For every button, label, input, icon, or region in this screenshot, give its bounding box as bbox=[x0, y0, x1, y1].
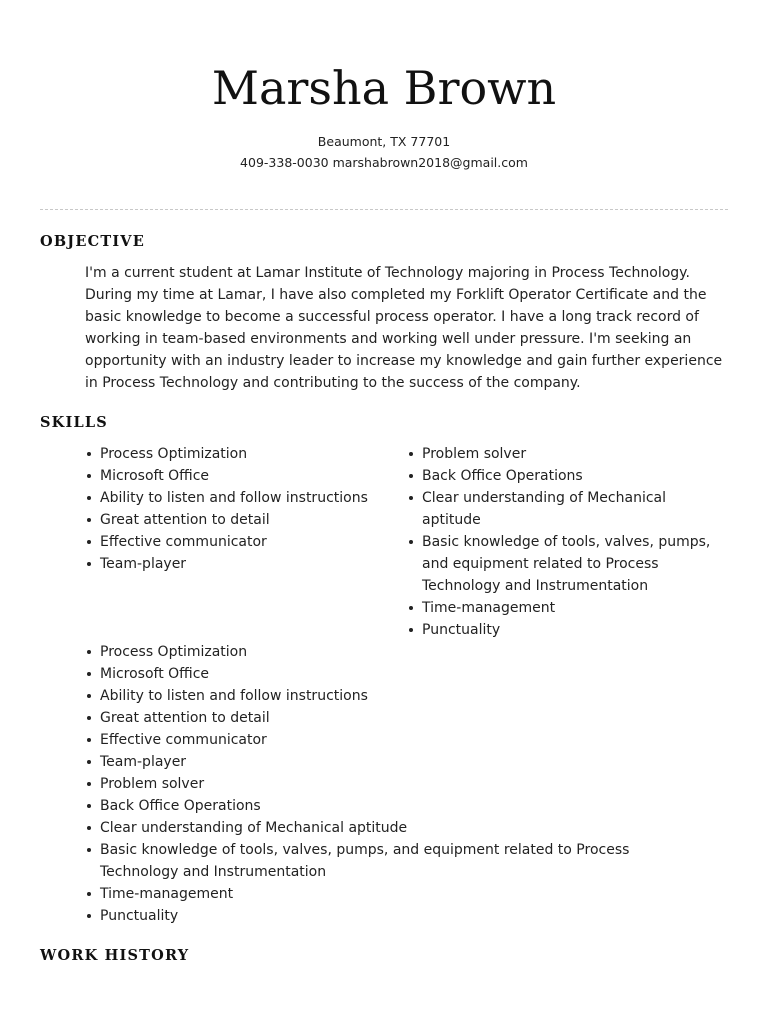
skill-item: Ability to listen and follow instructions bbox=[85, 487, 385, 509]
skill-item: Microsoft Office bbox=[85, 465, 385, 487]
skill-item: Back Office Operations bbox=[85, 795, 685, 817]
skill-item: Problem solver bbox=[85, 773, 685, 795]
skill-item: Microsoft Office bbox=[85, 663, 685, 685]
skill-item: Basic knowledge of tools, valves, pumps, and equipment related to Process Technology and Instrumentation bbox=[407, 531, 717, 597]
skill-item: Team-player bbox=[85, 553, 385, 575]
skill-item: Clear understanding of Mechanical aptitude bbox=[407, 487, 717, 531]
skill-item: Time-management bbox=[85, 883, 685, 905]
skill-item: Great attention to detail bbox=[85, 707, 685, 729]
skill-item: Team-player bbox=[85, 751, 685, 773]
contact-phone-email: 409-338-0030 marshabrown2018@gmail.com bbox=[240, 155, 528, 170]
skill-item: Process Optimization bbox=[85, 443, 385, 465]
resume-name: Marsha Brown bbox=[211, 61, 557, 115]
skill-item: Problem solver bbox=[407, 443, 717, 465]
skill-item: Effective communicator bbox=[85, 531, 385, 553]
skill-item: Effective communicator bbox=[85, 729, 685, 751]
skill-item: Basic knowledge of tools, valves, pumps, and equipment related to Process Technology and Instrumentation bbox=[85, 839, 685, 883]
skill-item: Process Optimization bbox=[85, 641, 685, 663]
contact-address: Beaumont, TX 77701 bbox=[317, 134, 451, 149]
skill-item: Back Office Operations bbox=[407, 465, 717, 487]
skill-item: Ability to listen and follow instructions bbox=[85, 685, 685, 707]
skills-right-column bbox=[407, 443, 717, 641]
work-history-heading: WORK HISTORY bbox=[40, 947, 190, 964]
skill-item: Great attention to detail bbox=[85, 509, 385, 531]
objective-text: I'm a current student at Lamar Institute of Technology majoring in Process Technology. During my time at Lamar, I have also completed my Forklift Operator Certificate and the basic knowledge to become a successful process operator. I have a long track record of working in team-based environments and working well under pressure. I'm seeking an opportunity with an industry leader to increase my knowledge and gain further experience in Process Technology and contributing to the success of the company. bbox=[85, 265, 723, 391]
skills-heading: SKILLS bbox=[40, 414, 108, 431]
skills-full-list bbox=[85, 641, 685, 927]
skills-left-column bbox=[85, 443, 385, 575]
skill-item: Clear understanding of Mechanical aptitude bbox=[85, 817, 685, 839]
skill-item: Punctuality bbox=[407, 619, 717, 641]
objective-heading: OBJECTIVE bbox=[40, 233, 146, 250]
skill-item: Punctuality bbox=[85, 905, 685, 927]
header-divider bbox=[40, 209, 728, 210]
skill-item: Time-management bbox=[407, 597, 717, 619]
